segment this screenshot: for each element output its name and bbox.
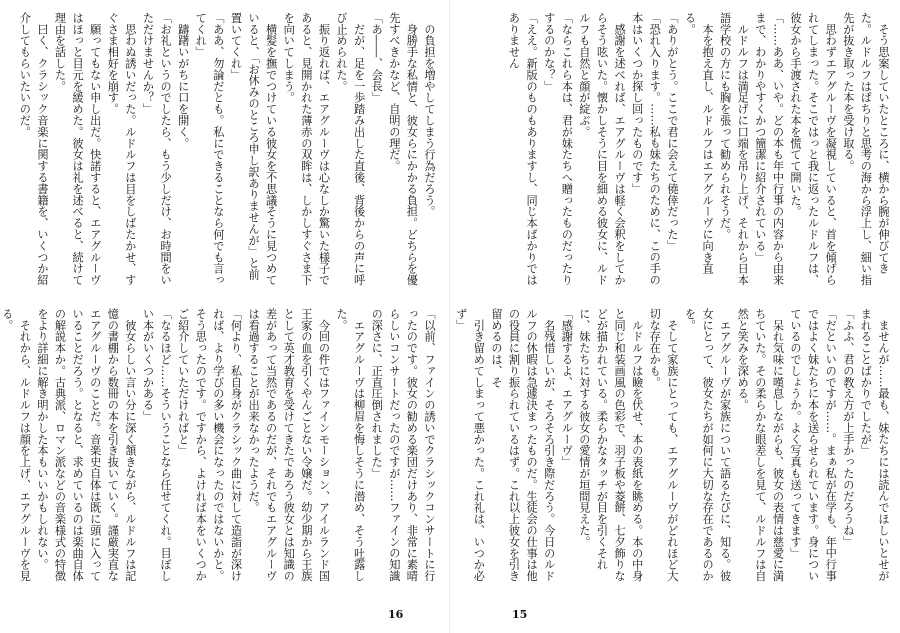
paragraph: だが、足を一歩踏み出した直後、背後からの声に呼び止められた。	[335, 12, 366, 286]
paragraph: 「お礼というのでしたら、もう少しだけ、お時間をいただけませんか？」	[141, 12, 173, 286]
paragraph: 引き留めてしまって悪かった。これ礼は、いつか必ず」	[454, 308, 486, 582]
paragraph: ませんが……最も、妹たちには読んでほしいとせがまれることばかりでしたが」	[859, 308, 890, 582]
paragraph: 本を抱え直し、ルドルフはエアグルーヴに向き直る。	[683, 12, 715, 275]
paragraph: 感謝を述べれば、エアグルーヴは軽く会釈をしてからそう呟いた。懐かしそうに目を細める彼女に、ルドルフも自然と顔が綻ぶ。	[577, 12, 627, 286]
paragraph: そして家族にとっても、エアグルーヴがどれほど大切な存在かも。	[648, 308, 679, 582]
paragraph: ルドルフは瞼を伏せ、本の表紙を眺める。本の中身と同じ和装画風の色彩で、羽子板や菱餅、七夕飾りなどが描かれている。柔らかなタッチが目を引くそれに、妹たちに対する彼女の愛情が垣間見えた。	[577, 308, 644, 582]
right-page-top-text	[472, 12, 892, 289]
paragraph: そう思案していたところに、横から腕が伸びてきた。ルドルフはぱちりと思考の海から浮上し、細い指先が抜き取った本を受け取る。	[841, 12, 890, 286]
paragraph: 「ふふ、君の教え方が上手かったのだろうね」	[841, 308, 855, 548]
paragraph: 名残惜しいが、そろそろ引き際だろう。今日のルドルフの休暇は急遽決まったものだ。生徒会の仕事は他の役員に割り振られているはず。これ以上彼女を引き留めるのは、そ	[489, 308, 556, 582]
paragraph: エアグルーヴは柳眉を悔しそうに潜め、そう吐露した。	[335, 308, 366, 582]
right-page	[450, 0, 900, 633]
paragraph: 横髪を撫でつけている彼女を不思議そうに見つめていると、「お休みのところ申し訳ありませんが」と前置いてくれ」	[229, 12, 278, 286]
paragraph: 「なるほど……そういうことなら任せてくれ。目ぼしい本がいくつかある」	[141, 308, 173, 582]
paragraph: それから、ルドルフは顔を上げ、エアグルーヴを見る。	[0, 308, 32, 582]
paragraph: 今回の件ではファインモーション、アイルランド国王家の血を引くやんごとない令嬢だ。幼少期から王族として英才教育を受けてきたであろう彼女とは知識の差があって当然であるのだが、それでもエアグルーヴは看過することが出来なかったようだ。	[247, 308, 331, 582]
paragraph: の負担を増やしてしまう行為だろう。	[423, 12, 436, 218]
paragraph: 「感謝するよ、エアグルーヴ」	[560, 308, 574, 468]
paragraph: 「何より、私自身がクラシック曲に対して造詣が深ければ、より学びの多い機会になったのではないかと。そう思ったのです。ですから、よければ本をいくつかご紹介していただければと」	[176, 308, 243, 582]
paragraph: 「ああ、勿論だとも。私にできることなら何でも言ってくれ」	[194, 12, 225, 286]
paragraph: 「……ああ、いや。どの本も年中行事の内容から由来まで、わかりやすくかつ簡潔に紹介されている」	[753, 12, 785, 286]
paragraph: 身勝手な私情と、彼女らにかかる負担。どちらを優先すべきかなど、自明の理だ。	[387, 12, 419, 286]
paragraph: 「ならこれら本は、君が妹たちへ贈ったものだったりするのかな？」	[542, 12, 574, 286]
paragraph: 「あ――、会長」	[370, 12, 384, 104]
paragraph: 曰く、クラシック音楽に関する書籍を、いくつか紹介してもらいたいのだ。	[18, 12, 49, 286]
left-page-bottom-text	[0, 308, 438, 585]
paragraph: 「恐れ入ります。……私も妹たちのために、この手の本はいくつか探し回ったものです」	[630, 12, 662, 286]
paragraph: 「ええ。新版のものもありますし、同じ本ばかりではありません	[507, 12, 539, 286]
paragraph: 呆れ気味に嘆息しながらも、彼女の表情は慈愛に満ちていた。その柔らかな眼差しを見て、ルドルフは自然と笑みを深める。	[736, 308, 785, 582]
page-number-right: 15	[512, 608, 528, 621]
right-page-bottom-text	[454, 308, 892, 585]
paragraph: 願ってもない申し出だ。快諾すると、エアグルーヴはほっと目元を緩めた。彼女は礼を述べると、続けて理由を話した。	[53, 12, 102, 286]
paragraph: エアグルーヴが家族について語るたびに、知る。彼女にとって、彼女たちが如何に大切な存在であるのかを。	[683, 308, 732, 582]
paragraph: 彼女らしい言い分に深く頷きながら、ルドルフは記憶の書棚から数冊の本を引き抜いていく。謹厳実直なエアグルーヴのことだ。音楽史自体は既に頭に入っていることだろう。となると、求めているのは楽曲自体の解説本か。古典派、ロマン派などの音楽様式の特徴をより詳細に解き明かした本もいいかもしれない。	[35, 308, 137, 582]
paragraph: 躊躇いがちに口を開く。	[176, 12, 190, 149]
page-number-left: 16	[388, 608, 404, 621]
paragraph: 思わずエアグルーヴを凝視していると、首を傾げられてしまった。そこではっと我に返ったルドルフは、彼女から手渡された本を慌てて開いた。	[789, 12, 838, 286]
paragraph: 「だといいのですが……。まぁ私が在学も、年中行事ではよく妹たちに本を送らせられています。身についているのでしょうか。よく写真も送ってきます」	[789, 308, 838, 582]
paragraph: 「以前、ファインの誘いでクラシックコンサートに行ったのです。彼女の勧める楽団だけあり、非常に素晴らしいコンサートだったのですが……ファインの知識の深さに、正直圧倒されました」	[370, 308, 436, 582]
paragraph: 振り返れば、エアグルーヴは心なしか驚いた様子であると、見開かれた薄赤の双眸は、しかしすぐさま下を向いてしまう。	[282, 12, 331, 286]
paragraph: 思わぬ誘いだった。ルドルフは目をしばたかせ、すぐさま相好を崩す。	[106, 12, 137, 286]
paragraph: ルドルフは満足げに口端を吊り上げ、それから日本語学校の方にも胸を張って勧められそうだ。	[718, 12, 750, 286]
left-page-top-text	[18, 12, 438, 289]
paragraph: 「ありがとう。ここで君に会えて僥倖だった」	[665, 12, 679, 252]
